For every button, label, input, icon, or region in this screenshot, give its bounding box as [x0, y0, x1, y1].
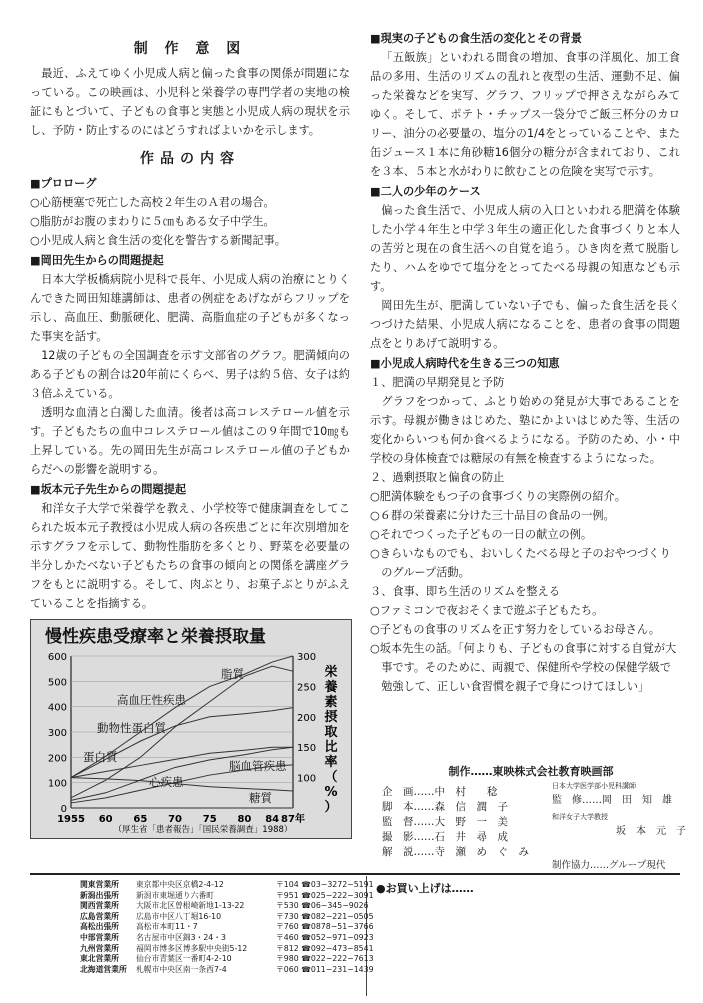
- office-name: 新潟出張所: [80, 890, 119, 900]
- x-tick-label: 65: [133, 814, 148, 825]
- wisdom-sub1-text: グラフをつかって、ふとり始めの発見が大事であることを示す。母親が働きはじめた、塾にかよいはじめた等、生活の変化からいつも何か食べるようになる。予防のため、小・中学校の身体検査では糖尿の有無を検査するようになった。: [370, 395, 680, 465]
- credit-row: 脚 本……森 信 潤 子: [382, 801, 508, 813]
- supervisor-note: 日本大学医学部小児科講師: [552, 782, 636, 790]
- credits-produced: 制作……東映株式会社教育映画部: [448, 765, 614, 778]
- y-left-tick-label: 400: [47, 702, 67, 714]
- office-address: 札幌市中央区南一条西7-4: [136, 964, 227, 974]
- office-name: 東北営業所: [80, 954, 119, 964]
- office-address: 名古屋市中区錦3・24・3: [136, 932, 227, 942]
- series-label: 糖質: [249, 791, 272, 805]
- series-label: 動物性蛋白質: [97, 721, 166, 735]
- y-left-tick-label: 300: [47, 728, 67, 739]
- office-phone: 〒460 ☎052−971−0923: [276, 932, 374, 942]
- y-right-tick-label: 300: [297, 652, 317, 663]
- okada-heading: ■岡田先生からの問題提起: [30, 254, 164, 267]
- y-right-tick-label: 150: [297, 743, 317, 755]
- content-title: 作品の内容: [140, 151, 240, 167]
- wisdom-sub2-item: ○肥満体験をもつ子の食事づくりの実際例の紹介。: [370, 490, 626, 503]
- x-tick-label: 1955: [57, 814, 85, 825]
- footer-divider: [30, 873, 680, 875]
- y-right-axis-label-char: 摂: [324, 710, 338, 725]
- y-right-axis-label-char: 素: [324, 695, 338, 710]
- chart-figure: [30, 619, 352, 839]
- office-name: 高松出張所: [80, 922, 119, 932]
- wisdom-sub1: １、肥満の早期発見と予防: [370, 376, 505, 389]
- series-label: 蛋白質: [83, 750, 118, 764]
- office-phone: 〒760 ☎0878−51−3766: [276, 922, 374, 932]
- changes-heading: ■現実の子どもの食生活の変化とその背景: [370, 32, 582, 45]
- y-left-tick-label: 600: [47, 652, 67, 663]
- office-row: [80, 911, 374, 923]
- wisdom-sub3-item: ○坂本先生の話。「何よりも、子どもの食事に対する自覚が大事です。そのために、両親で、保健所や学校の保健学級で勉強して、正しい食習慣を親子で身につけてほしい」: [370, 642, 677, 693]
- wisdom-sub2-item: ○きらいなものでも、おいしくたべる母と子のおやつづくりのグループ活動。: [370, 547, 671, 579]
- x-tick-label: 87年: [281, 814, 305, 825]
- intent-text: 最近、ふえてゆく小児成人病と偏った食事の関係が問題になっている。この映画は、小児科と栄養学の専門学者の実地の検証にもとづいて、子どもの食事と実態と小児成人病の現状を示し、予防・防止するのにはどうすればよいかを示します。: [30, 67, 350, 137]
- purchase-note: ●お買い上げは……: [376, 882, 474, 895]
- wisdom-sub3-item: ○ファミコンで夜おそくまで遊ぶ子どもたち。: [370, 604, 604, 617]
- boys-paragraph: 岡田先生が、肥満していない子でも、偏った食生活を長くつづけた結果、小児成人病になることを、患者の食事の問題点をとりあげて説明する。: [370, 299, 680, 350]
- y-right-axis-label-char: 栄: [324, 665, 338, 680]
- office-name: 九州営業所: [80, 943, 119, 953]
- x-tick-label: 80: [237, 814, 252, 825]
- chart-source: （厚生省「患者報告」「国民栄養調査」1988）: [113, 825, 293, 835]
- office-row: [80, 964, 374, 976]
- y-right-axis-label-char: （: [324, 770, 338, 785]
- office-row: [80, 890, 374, 902]
- wisdom-heading: ■小児成人病時代を生きる三つの知恵: [370, 357, 560, 370]
- office-phone: 〒730 ☎082−221−0505: [276, 911, 374, 921]
- y-right-axis-label-char: 取: [324, 725, 338, 740]
- office-address: 仙台市青葉区一番町4-2-10: [136, 954, 232, 964]
- okada-paragraph: 12歳の子どもの全国調査を示す文部省のグラフ。肥満傾向のある子どもの割合は20年前にくらべ、男子は約５倍、女子は約３倍ふえている。: [30, 349, 350, 400]
- credits-block: [376, 763, 686, 871]
- office-address: 東京都中央区京橋2-4-12: [136, 880, 224, 889]
- y-left-tick-label: 500: [47, 677, 67, 689]
- y-left-tick-label: 0: [60, 804, 67, 815]
- office-phone: 〒951 ☎025−222−3091: [276, 890, 374, 900]
- prologue-item: ○小児成人病と食生活の変化を警告する新聞記事。: [30, 234, 286, 247]
- office-row: [80, 943, 374, 955]
- office-name: 中部営業所: [80, 932, 119, 942]
- series-label: 脳血管疾患: [229, 759, 287, 773]
- office-phone: 〒812 ☎092−473−8541: [276, 943, 374, 953]
- office-phone: 〒060 ☎011−231−1439: [276, 964, 374, 974]
- sakamoto-heading: ■坂本元子先生からの問題提起: [30, 483, 187, 496]
- left-column: [30, 28, 350, 839]
- office-address: 広島市中区八丁堀16-10: [136, 911, 222, 921]
- office-phone: 〒530 ☎06−345−9026: [276, 901, 369, 911]
- x-tick-label: 70: [168, 814, 183, 825]
- office-phone: 〒104 ☎03−3272−5191: [276, 880, 374, 889]
- supervisor-note: 和洋女子大学教授: [552, 813, 608, 821]
- office-row: [80, 954, 374, 965]
- y-left-tick-label: 100: [47, 778, 67, 790]
- y-right-axis-label-char: %: [324, 785, 338, 800]
- sakamoto-paragraph: 和洋女子大学で栄養学を教え、小学校等で健康調査をしてこられた坂本元子教授は小児成人病の各疾患ごとに年次別増加を示すグラフを示して、動物性脂肪を多くとり、野菜を必要量の半分しかたべない子どもたちの食事の傾向との関係を講座グラフをもとに説明する。そして、肉ぶとり、お菓子ぶとりがふえていることを指摘する。: [30, 502, 350, 610]
- y-right-tick-label: 250: [297, 682, 317, 694]
- chart-svg: [31, 620, 351, 838]
- office-row: [80, 932, 374, 944]
- supervisor-name: 坂 本 元 子: [616, 826, 686, 837]
- office-address: 福岡市博多区博多駅中央街5-12: [136, 943, 248, 953]
- wisdom-sub2-item: ○６群の栄養素に分けた三十品目の食品の一例。: [370, 509, 615, 522]
- prologue-item: ○心筋梗塞で死亡した高校２年生のＡ君の場合。: [30, 196, 275, 209]
- office-name: 関西営業所: [80, 901, 119, 911]
- boys-heading: ■二人の少年のケース: [370, 185, 481, 198]
- right-column: [370, 28, 680, 696]
- y-right-axis-label-char: 比: [324, 740, 338, 755]
- office-address: 大阪市北区曽根崎新地1-13-22: [136, 901, 245, 911]
- y-right-axis-label-char: 養: [324, 680, 338, 695]
- credit-row: 企 画……中 村 稔: [382, 786, 498, 798]
- wisdom-sub2-item: ○それでつくった子どもの一日の献立の例。: [370, 528, 593, 541]
- wisdom-sub3-item: ○子どもの食事のリズムを正す努力をしているお母さん。: [370, 623, 660, 636]
- y-right-tick-label: 200: [297, 712, 317, 724]
- office-list: [80, 880, 374, 975]
- office-row: [80, 922, 374, 933]
- office-name: 北海道営業所: [80, 964, 127, 974]
- credit-row: 撮 影……石 井 尋 成: [382, 831, 508, 843]
- wisdom-sub3: ３、食事、即ち生活のリズムを整える: [370, 585, 560, 598]
- wisdom-sub2: ２、過剰摂取と偏食の防止: [370, 471, 505, 484]
- office-name: 関東営業所: [80, 880, 119, 889]
- credits-supervisors: [552, 781, 686, 871]
- x-tick-label: 60: [98, 814, 113, 825]
- prologue-item: ○脂肪がお腹のまわりに５㎝もある女子中学生。: [30, 215, 275, 228]
- credit-row: 監 督……大 野 一 美: [382, 816, 508, 828]
- x-tick-label: 75: [202, 814, 217, 825]
- prologue-heading: ■プロローグ: [30, 177, 97, 190]
- series-label: 脂質: [221, 667, 244, 681]
- y-right-axis-label-char: 率: [324, 755, 338, 770]
- okada-paragraph: 透明な血清と白濁した血清。後者は高コレステロール値を示す。子どもたちの血中コレステロール値はこの９年間で10㎎も上昇している。先の岡田先生が高コレステロール値の子どもからだへの影響を説明する。: [30, 406, 350, 476]
- credit-row: 解 説……寺 瀬 め ぐ み: [382, 846, 529, 858]
- y-right-tick-label: 100: [297, 773, 317, 785]
- office-row: [80, 901, 370, 912]
- cooperation: 制作協力……グループ現代: [552, 860, 666, 871]
- credits-staff: [382, 785, 552, 860]
- office-address: 新潟市東堀通り六番町: [136, 890, 214, 900]
- okada-paragraph: 日本大学板橋病院小児科で長年、小児成人病の治療にとりくんできた岡田知雄講師は、患者の例症をあげながらフリップを示し、高血圧、動脈硬化、肥満、高脂血症の子どもが多くなった事実を話す。: [30, 273, 350, 343]
- office-address: 高松市本町11・7: [136, 922, 198, 932]
- boys-paragraph: 偏った食生活で、小児成人病の入口といわれる肥満を体験した小学４年生と中学３年生の適正化した食事づくりと本人の苦労と現在の食生活への自覚を追う。ひき肉を煮て脱脂したり、ハムをゆでて塩分をとってたべる母親の知恵なども示す。: [370, 204, 680, 293]
- y-right-axis-label-char: ）: [324, 800, 338, 815]
- y-left-tick-label: 200: [47, 753, 67, 765]
- supervisor-name: 監 修……岡 田 知 雄: [552, 795, 672, 806]
- series-label: 高血圧性疾患: [117, 693, 186, 707]
- series-label: 心疾患: [149, 775, 184, 789]
- office-name: 広島営業所: [80, 911, 119, 921]
- changes-text: 「五飯族」といわれる間食の増加、食事の洋風化、加工食品の多用、生活のリズムの乱れと夜型の生活、運動不足、偏った栄養などを実写、グラフ、フリップで押さえながらみてゆく。そして、ポテト・チップス一袋分でご飯三杯分のカロリー、油分の必要量の、塩分の1/4をとっていることや、また缶ジュース１本に角砂糖16個分の糖分が含まれており、これを３本、５本と水がわりに飲むことの危険を実写で示す。: [370, 51, 680, 178]
- x-tick-label: 84: [265, 814, 280, 825]
- office-row: [80, 880, 374, 891]
- chart-title: 慢性疾患受療率と栄養摂取量: [45, 627, 266, 647]
- office-phone: 〒980 ☎022−222−7613: [276, 954, 374, 964]
- intent-title: 制 作 意 図: [133, 41, 247, 57]
